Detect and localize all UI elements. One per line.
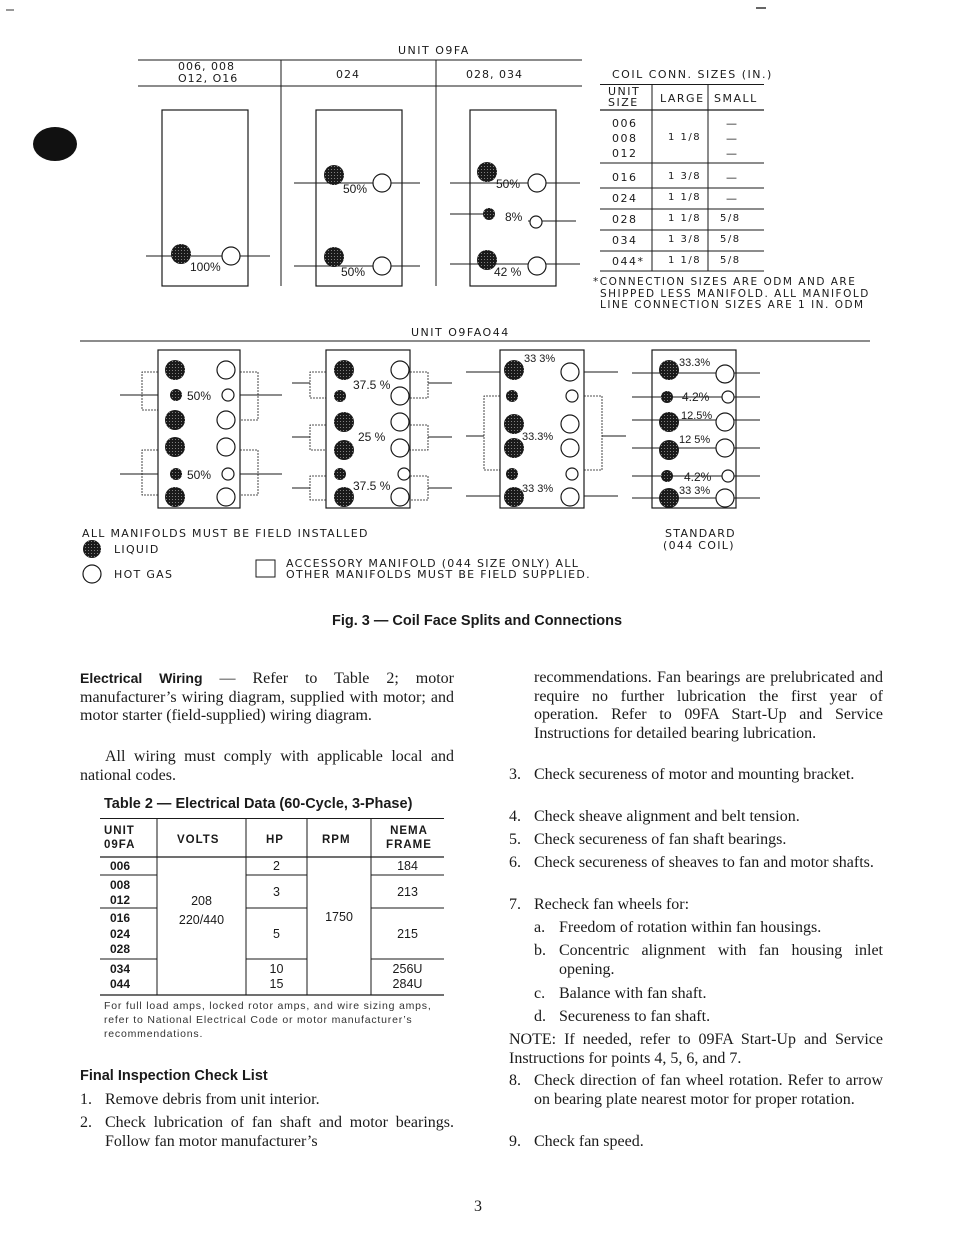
checklist-item [509,808,883,828]
coil-024 [294,110,420,286]
checklist-subitem [534,942,883,982]
split-label: 37.5 % [353,378,391,392]
coil-note-line3a: LINE CONNECTION SIZES ARE 1 [600,299,807,311]
checklist-number: b. [534,942,546,959]
hot-gas-connection-icon [716,365,734,383]
table2-unit: 028 [110,942,131,956]
coil-table-note [593,277,870,312]
hot-gas-connection-icon [716,413,734,431]
table2-frame: 256U [392,962,423,976]
hot-gas-connection-icon [716,439,734,457]
electrical-wiring-dash: — [202,670,253,687]
coil-044-variant-2 [292,350,452,508]
liquid-connection-icon [165,437,185,457]
table2-hp: 10 [269,962,284,976]
liquid-connection-icon [171,244,191,264]
coil-table-small: — [726,192,739,205]
hot-gas-connection-icon [391,488,409,506]
coil-table-large: 1 1/8 [668,213,702,224]
hot-gas-connection-icon [217,361,235,379]
hot-gas-connection-icon [722,470,734,482]
checklist-item [509,1133,883,1153]
split-label: 12.5% [681,410,713,422]
coil-table-header-small: SMALL [714,92,758,105]
hot-gas-connection-icon [566,468,578,480]
split-label: 33 3% [522,483,554,495]
table2-header-hp: HP [266,834,284,846]
coil-table-large: 1 1/8 [668,255,702,266]
split-label: 33.3% [679,357,711,369]
checklist-text: Secureness to fan shaft. [559,1008,711,1025]
liquid-connection-icon [334,468,346,480]
coil-table-unit: 008 [612,132,638,145]
split-label: 50% [496,177,521,191]
hot-gas-connection-icon [373,257,391,275]
accessory-note-line1: ACCESSORY MANIFOLD (044 SIZE ONLY) ALL [286,557,580,570]
legend-hot-gas-label: HOT GAS [114,568,174,581]
coil-028-034 [450,110,580,286]
table2-header-volts: VOLTS [177,834,220,846]
coil-table-unit: 012 [612,147,638,160]
hot-gas-connection-icon [716,489,734,507]
page-number: 3 [474,1198,482,1215]
coil-table-small: 5/8 [720,234,741,245]
hot-gas-connection-icon [222,247,240,265]
table2-hp: 5 [273,927,280,941]
split-label: 50% [187,468,212,482]
checklist-text: Check secureness of sheaves to fan and motor shafts. [534,854,874,871]
coil-table-large: 1 1/8 [668,132,702,143]
hot-gas-connection-icon [217,488,235,506]
coil-table-small: — [726,117,739,130]
coil-table-small: 5/8 [720,255,741,266]
col-header-012: O12, O16 [178,72,239,85]
liquid-connection-icon [170,468,182,480]
table2-frame: 215 [397,927,418,941]
hot-gas-connection-icon [566,390,578,402]
coil-044-variant-1 [120,350,282,508]
checklist-number: 9. [509,1133,521,1150]
liquid-connection-icon [324,247,344,267]
electrical-wiring-para2: All wiring must comply with applicable local and national codes. [80,748,454,784]
split-label: 8% [505,210,523,224]
checklist-number: 7. [509,896,521,913]
liquid-connection-icon [165,410,185,430]
checklist-item [80,1091,454,1111]
coil-note-line2: SHIPPED LESS MANIFOLD. ALL MANIFOLD [600,287,870,300]
split-label: 50% [341,265,366,279]
table2-footnote: For full load amps, locked rotor amps, and wire sizing amps, refer to National Electrical Code or motor manufacturer’s recommendations. [104,1000,432,1040]
split-label: 50% [187,389,212,403]
split-label: 50% [343,182,368,196]
checklist-item [509,1072,883,1132]
hot-gas-connection-icon [391,439,409,457]
checklist-text: Check lubrication of fan shaft and motor bearings. Follow fan motor manufacturer’s [105,1114,454,1150]
electrical-wiring-section [80,669,454,726]
checklist-number: 6. [509,854,521,871]
coil-table-small: 5/8 [720,213,741,224]
liquid-connection-icon [659,360,679,380]
hot-gas-connection-icon [398,468,410,480]
hot-gas-connection-icon [528,174,546,192]
coil-table-title: COIL CONN. SIZES (IN.) [612,68,773,81]
coil-044-standard [632,350,760,508]
checklist-item [509,831,883,851]
checklist-item [80,1114,454,1154]
checklist-text: Check direction of fan wheel rotation. Refer to arrow on bearing plate nearest motor for proper rotation. [534,1072,883,1108]
unit-09fa044-label: UNIT O9FAO44 [411,326,510,339]
legend-liquid-icon [83,540,101,558]
checklist-item [509,766,883,806]
figure-caption: Fig. 3 — Coil Face Splits and Connections [332,613,623,629]
checklist-text: Check secureness of motor and mounting bracket. [534,766,855,783]
checklist-subitem [534,985,883,1005]
liquid-connection-icon [659,440,679,460]
hot-gas-connection-icon [722,391,734,403]
coil-table-large: 1 1/8 [668,192,702,203]
split-label: 33 3% [524,353,556,365]
coil-table-header-unit: UNIT [608,85,641,98]
table2-header-nema: NEMA [390,825,428,837]
table2-hp: 3 [273,885,280,899]
hot-gas-connection-icon [391,413,409,431]
coil-006-012-016 [146,110,270,286]
col-header-024: 024 [336,68,360,81]
checklist-number: 3. [509,766,521,783]
checklist-text: Concentric alignment with fan housing inlet opening. [559,942,883,978]
table2-header-rpm: RPM [322,834,351,846]
table2-hp: 2 [273,859,280,873]
table2-title: Table 2 — Electrical Data (60-Cycle, 3-Phase) [104,796,413,812]
table2-unit: 006 [110,859,131,873]
liquid-connection-icon [504,438,524,458]
checklist-number: 5. [509,831,521,848]
liquid-connection-icon [334,487,354,507]
split-label: 4.2% [682,390,710,404]
checklist-text: Balance with fan shaft. [559,985,707,1002]
hot-gas-connection-icon [561,488,579,506]
table2-unit: 008 [110,878,131,892]
liquid-connection-icon [334,390,346,402]
hot-gas-connection-icon [528,257,546,275]
liquid-connection-icon [661,470,673,482]
checklist-item-continued [509,669,883,764]
hot-gas-connection-icon [391,387,409,405]
table2-frame: 284U [392,977,423,991]
liquid-connection-icon [334,412,354,432]
table2-volts: 220/440 [178,913,225,927]
liquid-connection-icon [506,468,518,480]
split-label: 4.2% [684,470,712,484]
liquid-connection-icon [661,391,673,403]
checklist-text: recommendations. Fan bearings are prelubricated and require no further lubrication the first year of operation. Refer to 09FA Start-Up and Service Instructions for detailed bearing lubrication. [534,669,883,742]
hot-gas-connection-icon [391,361,409,379]
standard-label-line1: STANDARD [665,527,736,540]
legend-liquid-label: LIQUID [114,543,160,556]
liquid-connection-icon [506,390,518,402]
checklist-item [509,896,883,916]
coil-table-small: — [726,147,739,160]
coil-table-unit: 016 [612,171,638,184]
liquid-connection-icon [504,487,524,507]
coil-conn-sizes-table [600,84,764,272]
electrical-wiring-heading: Electrical Wiring [80,670,203,686]
coil-table-unit: 024 [612,192,638,205]
coil-table-unit: 034 [612,234,638,247]
coil-table-large: 1 3/8 [668,234,702,245]
coil-table-large: 1 3/8 [668,171,702,182]
liquid-connection-icon [504,360,524,380]
col-header-028: 028, 034 [466,68,523,81]
hot-gas-connection-icon [217,438,235,456]
table2-frame: 184 [397,859,418,873]
table2-volts: 208 [191,894,212,908]
accessory-note-line2: OTHER MANIFOLDS MUST BE FIELD SUPPLIED. [286,568,591,581]
checklist-number: 1. [80,1091,92,1108]
checklist-subitem [534,919,883,939]
table2-rpm: 1750 [325,910,353,924]
liquid-connection-icon [504,414,524,434]
hot-gas-connection-icon [561,439,579,457]
hot-gas-connection-icon [373,174,391,192]
table2-unit: 044 [110,977,131,991]
checklist-number: 8. [509,1072,521,1089]
binder-hole-mark [33,127,82,590]
liquid-connection-icon [165,487,185,507]
liquid-connection-icon [477,162,497,182]
coil-table-unit: 028 [612,213,638,226]
legend-accessory-manifold-icon [256,560,275,577]
hot-gas-connection-icon [530,216,542,228]
hot-gas-connection-icon [222,389,234,401]
electrical-wiring-para1: Refer to Table 2; motor manufacturer’s wiring diagram, supplied with motor; and motor starter (field-supplied) wiring diagram. [80,670,455,724]
split-label: 100% [190,260,221,274]
checklist-number: c. [534,985,546,1002]
checklist-item [509,854,883,894]
coil-table-header-large: LARGE [660,92,705,105]
table2-hp: 15 [269,977,284,991]
table2-unit: 034 [110,962,131,976]
final-inspection-heading: Final Inspection Check List [80,1068,268,1084]
coil-table-header-size: SIZE [608,96,639,109]
hot-gas-connection-icon [217,411,235,429]
split-label: 25 % [358,430,386,444]
checklist-text: Recheck fan wheels for: [534,896,690,913]
all-manifolds-note: ALL MANIFOLDS MUST BE FIELD INSTALLED [82,527,369,540]
table2-header-frame: FRAME [386,839,432,851]
checklist-text: Freedom of rotation within fan housings. [559,919,822,936]
checklist-number: 2. [80,1114,92,1131]
coil-table-small: — [726,171,739,184]
hot-gas-connection-icon [561,363,579,381]
split-label: 33.3% [522,431,554,443]
liquid-connection-icon [334,440,354,460]
electrical-data-table [100,818,444,996]
checklist-note: NOTE: If needed, refer to 09FA Start-Up and Service Instructions for points 4, 5, 6, and 7. [509,1031,883,1067]
table2-unit: 024 [110,926,131,941]
standard-label-line2: (044 COIL) [663,539,735,552]
coil-note-line1: *CONNECTION SIZES ARE ODM AND ARE [593,276,857,288]
table2-unit: 016 [110,911,131,925]
coil-table-unit: 006 [612,117,638,130]
coil-table-unit: 044* [612,255,645,268]
liquid-connection-icon [659,488,679,508]
table2-unit: 012 [110,893,131,907]
split-label: 33 3% [679,485,711,497]
checklist-text: Check sheave alignment and belt tension. [534,808,800,825]
checklist-text: Check secureness of fan shaft bearings. [534,831,787,848]
liquid-connection-icon [334,360,354,380]
coil-note-line3b: IN. ODM [811,299,865,311]
liquid-connection-icon [483,208,495,220]
coil-table-small: — [726,132,739,145]
split-label: 37.5 % [353,479,391,493]
checklist-number: 4. [509,808,521,825]
split-label: 42 % [494,265,522,279]
checklist-number: a. [534,919,546,936]
table2-header-unit: UNIT [104,825,135,837]
table2-frame: 213 [397,885,418,899]
table2-header-09fa: 09FA [104,839,136,851]
hot-gas-connection-icon [222,468,234,480]
hot-gas-connection-icon [561,415,579,433]
checklist-text: Remove debris from unit interior. [105,1091,320,1108]
checklist-number: d. [534,1008,546,1025]
liquid-connection-icon [324,165,344,185]
coil-044-variant-3 [466,350,626,508]
checklist-text: Check fan speed. [534,1133,644,1150]
legend-hot-gas-icon [83,565,101,583]
checklist-subitem [534,1008,883,1028]
unit-09fa-label: UNIT O9FA [398,44,470,57]
col-header-006: 006, 008 [178,60,235,73]
liquid-connection-icon [170,389,182,401]
liquid-connection-icon [165,360,185,380]
liquid-connection-icon [659,412,679,432]
split-label: 12 5% [679,434,711,446]
